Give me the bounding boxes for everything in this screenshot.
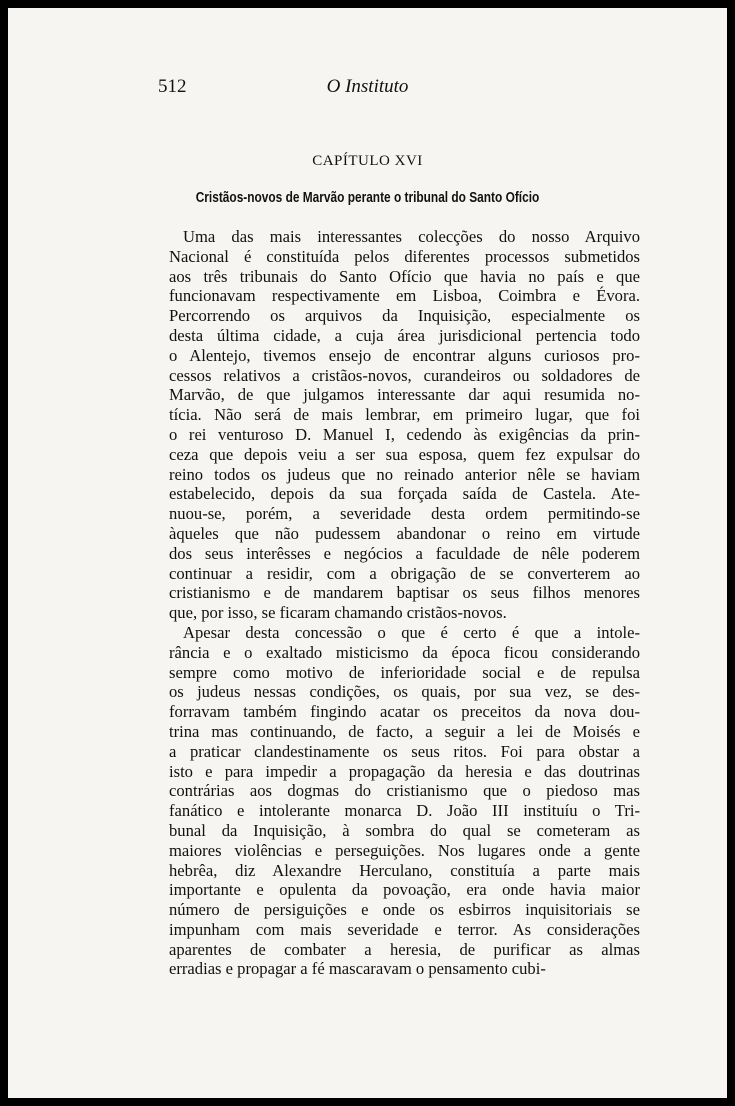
text-line: cristianismo e de mandarem baptisar os seus filhos menores [169, 583, 640, 603]
text-line: Uma das mais interessantes colecções do nosso Arquivo [183, 227, 640, 246]
text-line: sempre como motivo de inferioridade social e de repulsa [169, 662, 640, 682]
text-line: nuou-se, porém, a severidade desta ordem permitindo-se [169, 504, 640, 524]
text-line: erradias e propagar a fé mascaravam o pensamento cubi- [169, 959, 546, 979]
text-line: rância e o exaltado misticismo da época ficou considerando [169, 642, 640, 662]
text-line: importante e opulenta da povoação, era onde havia maior [169, 880, 640, 900]
text-line: hebrêa, diz Alexandre Herculano, constituía a parte mais [169, 860, 640, 880]
text-line: que, por isso, se ficaram chamando cristãos-novos. [169, 603, 507, 623]
text-line: tícia. Não será de mais lembrar, em primeiro lugar, que foi [169, 405, 640, 425]
book-page [8, 8, 727, 1098]
text-line: aparentes de combater a heresia, de purificar as almas [169, 939, 640, 959]
text-line: a praticar clandestinamente os seus ritos. Foi para obstar a [169, 741, 640, 761]
text-line: Apesar desta concessão o que é certo é que a intole- [183, 622, 640, 642]
text-line: Nacional é constituída pelos diferentes processos submetidos [169, 246, 640, 266]
text-line: cessos relativos a cristãos-novos, curandeiros ou soldadores de [169, 365, 640, 385]
text-line: forravam também fingindo acatar os preceitos da nova dou- [169, 702, 640, 722]
text-line: continuar a residir, com a obrigação de se converterem ao [169, 563, 640, 583]
text-line: desta última cidade, a cuja área jurisdicional pertencia todo [169, 325, 640, 345]
text-line: estabelecido, depois da sua forçada saída de Castela. Ate- [169, 484, 640, 504]
text-line: trina mas continuando, de facto, a seguir a lei de Moisés e [169, 721, 640, 741]
running-title: O Instituto [326, 76, 409, 97]
body-text [169, 227, 640, 979]
chapter-heading: CAPÍTULO XVI [312, 153, 423, 169]
text-line: dos seus interêsses e negócios a faculdade de nêle poderem [169, 543, 640, 563]
chapter-subtitle: Cristãos-novos de Marvão perante o tribunal do Santo Ofício [195, 190, 540, 206]
page-header [8, 76, 727, 106]
text-line: funcionavam respectivamente em Lisboa, Coimbra e Évora. [169, 286, 640, 306]
text-line: ceza que depois veiu a ser sua esposa, quem fez expulsar do [169, 444, 640, 464]
paragraph [169, 227, 640, 623]
text-line: os judeus nessas condições, os quais, por sua vez, se des- [169, 682, 640, 702]
text-line: contrárias aos dogmas do cristianismo que o piedoso mas [169, 781, 640, 801]
text-line: aos três tribunais do Santo Ofício que havia no país e que [169, 266, 640, 286]
text-line: Marvão, de que julgamos interessante dar aqui resumida no- [169, 385, 640, 405]
text-line: Percorrendo os arquivos da Inquisição, especialmente os [169, 306, 640, 326]
text-line: número de persiguições e onde os esbirros inquisitoriais se [169, 900, 640, 920]
text-line: o Alentejo, tivemos ensejo de encontrar alguns curiosos pro- [169, 345, 640, 365]
text-line: fanático e intolerante monarca D. João III instituíu o Tri- [169, 801, 640, 821]
text-line: o rei venturoso D. Manuel I, cedendo às exigências da prin- [169, 424, 640, 444]
text-line: impunham com mais severidade e terror. As considerações [169, 919, 640, 939]
text-line: bunal da Inquisição, à sombra do qual se cometeram as [169, 820, 640, 840]
text-line: àqueles que não pudessem abandonar o reino em virtude [169, 523, 640, 543]
paragraph [169, 623, 640, 979]
text-line: maiores violências e perseguições. Nos lugares onde a gente [169, 840, 640, 860]
text-line: isto e para impedir a propagação da heresia e das doutrinas [169, 761, 640, 781]
page-number: 512 [158, 76, 187, 97]
text-line: reino todos os judeus que no reinado anterior nêle se haviam [169, 464, 640, 484]
